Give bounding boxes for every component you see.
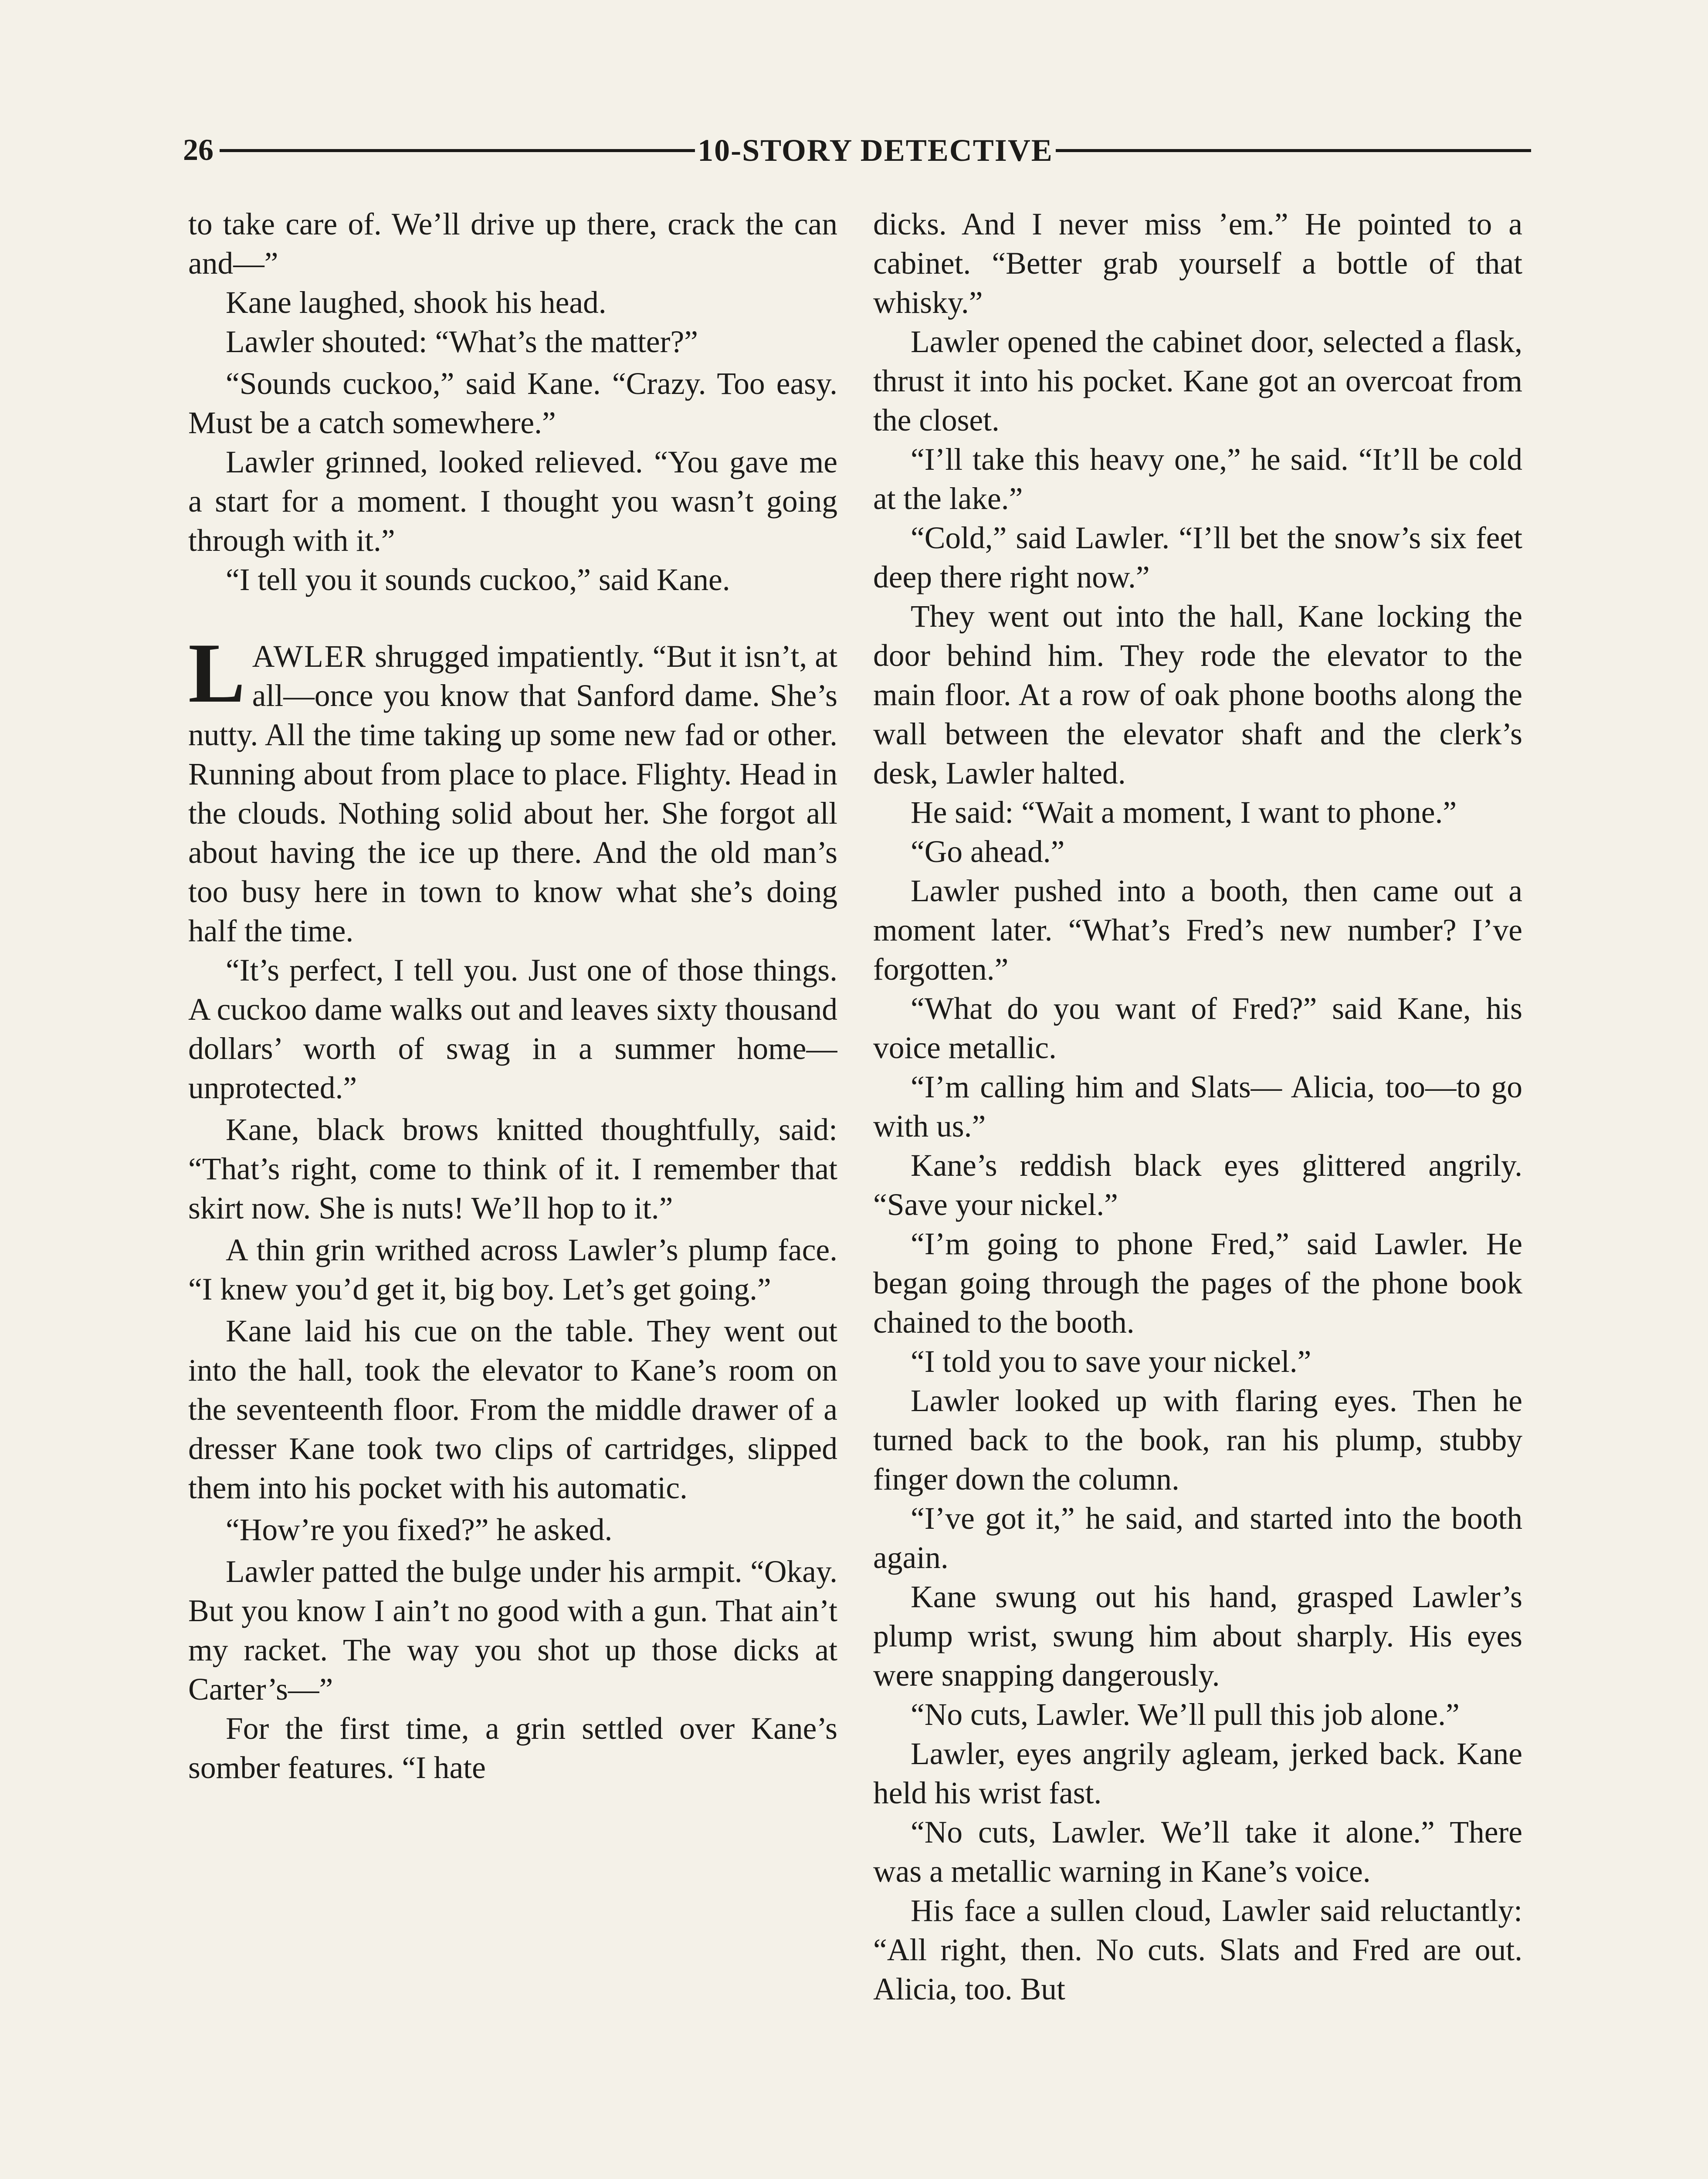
paragraph: “No cuts, Lawler. We’ll take it alone.” There was a metallic warning in Kane’s voice. <box>873 1815 1522 1889</box>
paragraph: His face a sullen cloud, Lawler said reluctantly: “All right, then. No cuts. Slats and Fred are out. Alicia, too. But <box>873 1894 1522 2006</box>
paragraph: Kane laughed, shook his head. <box>226 285 607 320</box>
paragraph: “I’m calling him and Slats— Alicia, too—to go with us.” <box>873 1070 1522 1144</box>
paragraph: “I’ll take this heavy one,” he said. “It’ll be cold at the lake.” <box>873 442 1522 516</box>
paragraph: dicks. And I never miss ’em.” He pointed to a cabinet. “Better grab yourself a bottle of that whisky.” <box>873 207 1522 320</box>
paragraph: “Cold,” said Lawler. “I’ll bet the snow’s six feet deep there right now.” <box>873 521 1522 594</box>
paragraph: For the first time, a grin settled over Kane’s somber features. “I hate <box>188 1711 837 1785</box>
paragraph: “Sounds cuckoo,” said Kane. “Crazy. Too easy. Must be a catch somewhere.” <box>188 367 837 440</box>
paragraph: Kane’s reddish black eyes glittered angrily. “Save your nickel.” <box>873 1148 1522 1222</box>
dropcap-paragraph <box>188 626 837 951</box>
paragraph: They went out into the hall, Kane locking the door behind him. They rode the elevator to the main floor. At a row of oak phone booths along the wall between the elevator shaft and the clerk’s desk, Lawler halted. <box>873 599 1522 791</box>
paragraph: “No cuts, Lawler. We’ll pull this job alone.” <box>911 1697 1460 1732</box>
paragraph: A thin grin writhed across Lawler’s plump face. “I knew you’d get it, big boy. Let’s get going.” <box>188 1233 837 1307</box>
paragraph: “It’s perfect, I tell you. Just one of those things. A cuckoo dame walks out and leaves sixty thousand dollars’ worth of swag in a summer home—unprotected.” <box>188 953 837 1105</box>
paragraph: to take care of. We’ll drive up there, crack the can and—” <box>188 207 837 281</box>
paragraph: Lawler pushed into a booth, then came out a moment later. “What’s Fred’s new number? I’ve forgotten.” <box>873 874 1522 987</box>
paragraph-continuation: “But it isn’t, at all—once you know that Sanford dame. She’s nutty. All the time taking up some new fad or other. Running about from place to place. Flighty. Head in the clouds. Nothing solid about her. She forgot all about having the ice up there. And the old man’s too busy here in town to know what she’s doing half the time. <box>188 639 837 948</box>
paragraph: “I’m going to phone Fred,” said Lawler. He began going through the pages of the phone book chained to the booth. <box>873 1227 1522 1340</box>
paragraph: “I told you to save your nickel.” <box>911 1344 1312 1379</box>
paragraph: Lawler shouted: “What’s the matter?” <box>226 325 698 359</box>
paragraph: Lawler looked up with flaring eyes. Then he turned back to the book, ran his plump, stubby finger down the column. <box>873 1384 1522 1497</box>
magazine-title: 10-STORY DETECTIVE <box>698 132 1053 168</box>
paragraph: “How’re you fixed?” he asked. <box>226 1513 613 1547</box>
left-column <box>188 205 837 2179</box>
right-column <box>873 205 1522 2179</box>
paragraph: “I tell you it sounds cuckoo,” said Kane. <box>226 563 730 597</box>
paragraph: “Go ahead.” <box>911 835 1065 869</box>
paragraph: Lawler patted the bulge under his armpit. “Okay. But you know I ain’t no good with a gun. That ain’t my racket. The way you shot up those dicks at Carter’s—” <box>188 1554 837 1707</box>
paragraph: He said: “Wait a moment, I want to phone.” <box>911 795 1457 830</box>
paragraph: Kane laid his cue on the table. They went out into the hall, took the elevator to Kane’s room on the seventeenth floor. From the middle drawer of a dresser Kane took two clips of cartridges, slipped them into his pocket with his automatic. <box>188 1314 837 1505</box>
page-header <box>183 126 1534 174</box>
paragraph: Lawler opened the cabinet door, selected a flask, thrust it into his pocket. Kane got an overcoat from the closet. <box>873 325 1522 438</box>
drop-cap-word: AWLER <box>252 639 367 674</box>
drop-cap-letter: L <box>188 626 245 720</box>
page-number: 26 <box>183 133 214 167</box>
paragraph: Lawler, eyes angrily agleam, jerked back. Kane held his wrist fast. <box>873 1737 1522 1810</box>
header-rule-left <box>220 149 695 152</box>
paragraph: “What do you want of Fred?” said Kane, his voice metallic. <box>873 991 1522 1065</box>
header-rule-right <box>1056 149 1531 152</box>
drop-cap-lead-text: shrugged impatiently. <box>367 639 645 674</box>
paragraph: “I’ve got it,” he said, and started into the booth again. <box>873 1501 1522 1575</box>
paragraph: Kane, black brows knitted thoughtfully, said: “That’s right, come to think of it. I remember that skirt now. She is nuts! We’ll hop to it.” <box>188 1113 837 1225</box>
paragraph: Lawler grinned, looked relieved. “You gave me a start for a moment. I thought you wasn’t going through with it.” <box>188 445 837 558</box>
paragraph: Kane swung out his hand, grasped Lawler’s plump wrist, swung him about sharply. His eyes were snapping dangerously. <box>873 1580 1522 1693</box>
